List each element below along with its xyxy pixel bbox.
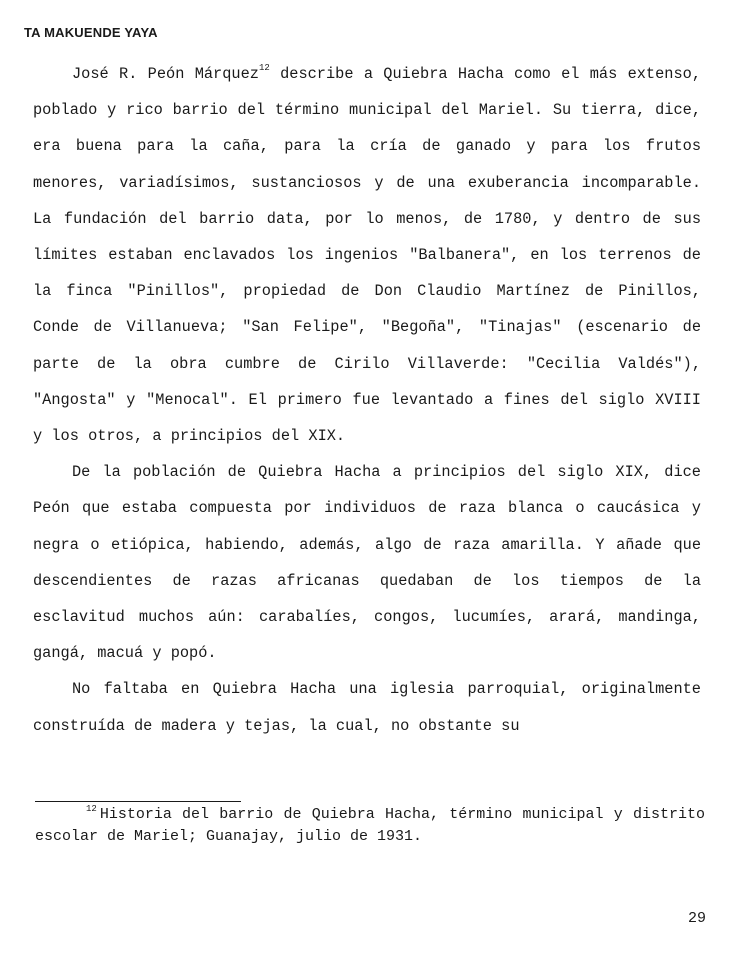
paragraph-1 [33,56,701,454]
paragraph-3: No faltaba en Quiebra Hacha una iglesia parroquial, originalmente construída de madera y tejas, la cual, no obstante su [33,680,701,735]
footnote-text: Historia del barrio de Quiebra Hacha, término municipal y distrito escolar de Mariel; Guanajay, julio de 1931. [35,806,705,845]
footnote [35,804,705,848]
paragraph-1-rest: describe a Quiebra Hacha como el más extenso, poblado y rico barrio del término municipal del Mariel. Su tierra, dice, era buena para la caña, para la cría de ganado y para los frutos menores, variadísimos, sustanciosos y de una exuberancia incomparable. La fundación del barrio data, por lo menos, de 1780, y dentro de sus límites estaban enclavados los ingenios "Balbanera", en los terrenos de la finca "Pinillos", propiedad de Don Claudio Martínez de Pinillos, Conde de Villanueva; "San Felipe", "Begoña", "Tinajas" (escenario de parte de la obra cumbre de Cirilo Villaverde: "Cecilia Valdés"), "Angosta" y "Menocal". El primero fue levantado a fines del siglo XVIII y los otros, a principios del XIX. [33,65,702,446]
paragraph-1-start: José R. Peón Márquez [72,65,259,83]
page-number: 29 [688,910,707,927]
main-text [33,56,701,744]
paragraph-2: De la población de Quiebra Hacha a principios del siglo XIX, dice Peón que estaba compuesta por individuos de raza blanca o caucásica y negra o etiópica, habiendo, además, algo de raza amarilla. Y añade que descendientes de razas africanas quedaban de los tiempos de la esclavitud muchos aún: carabalíes, congos, lucumíes, arará, mandinga, gangá, macuá y popó. [33,463,701,663]
footnote-reference: 12 [258,63,270,73]
running-header: TA MAKUENDE YAYA [24,25,158,40]
footnote-marker: 12 [86,804,97,814]
footnote-separator [35,801,241,802]
